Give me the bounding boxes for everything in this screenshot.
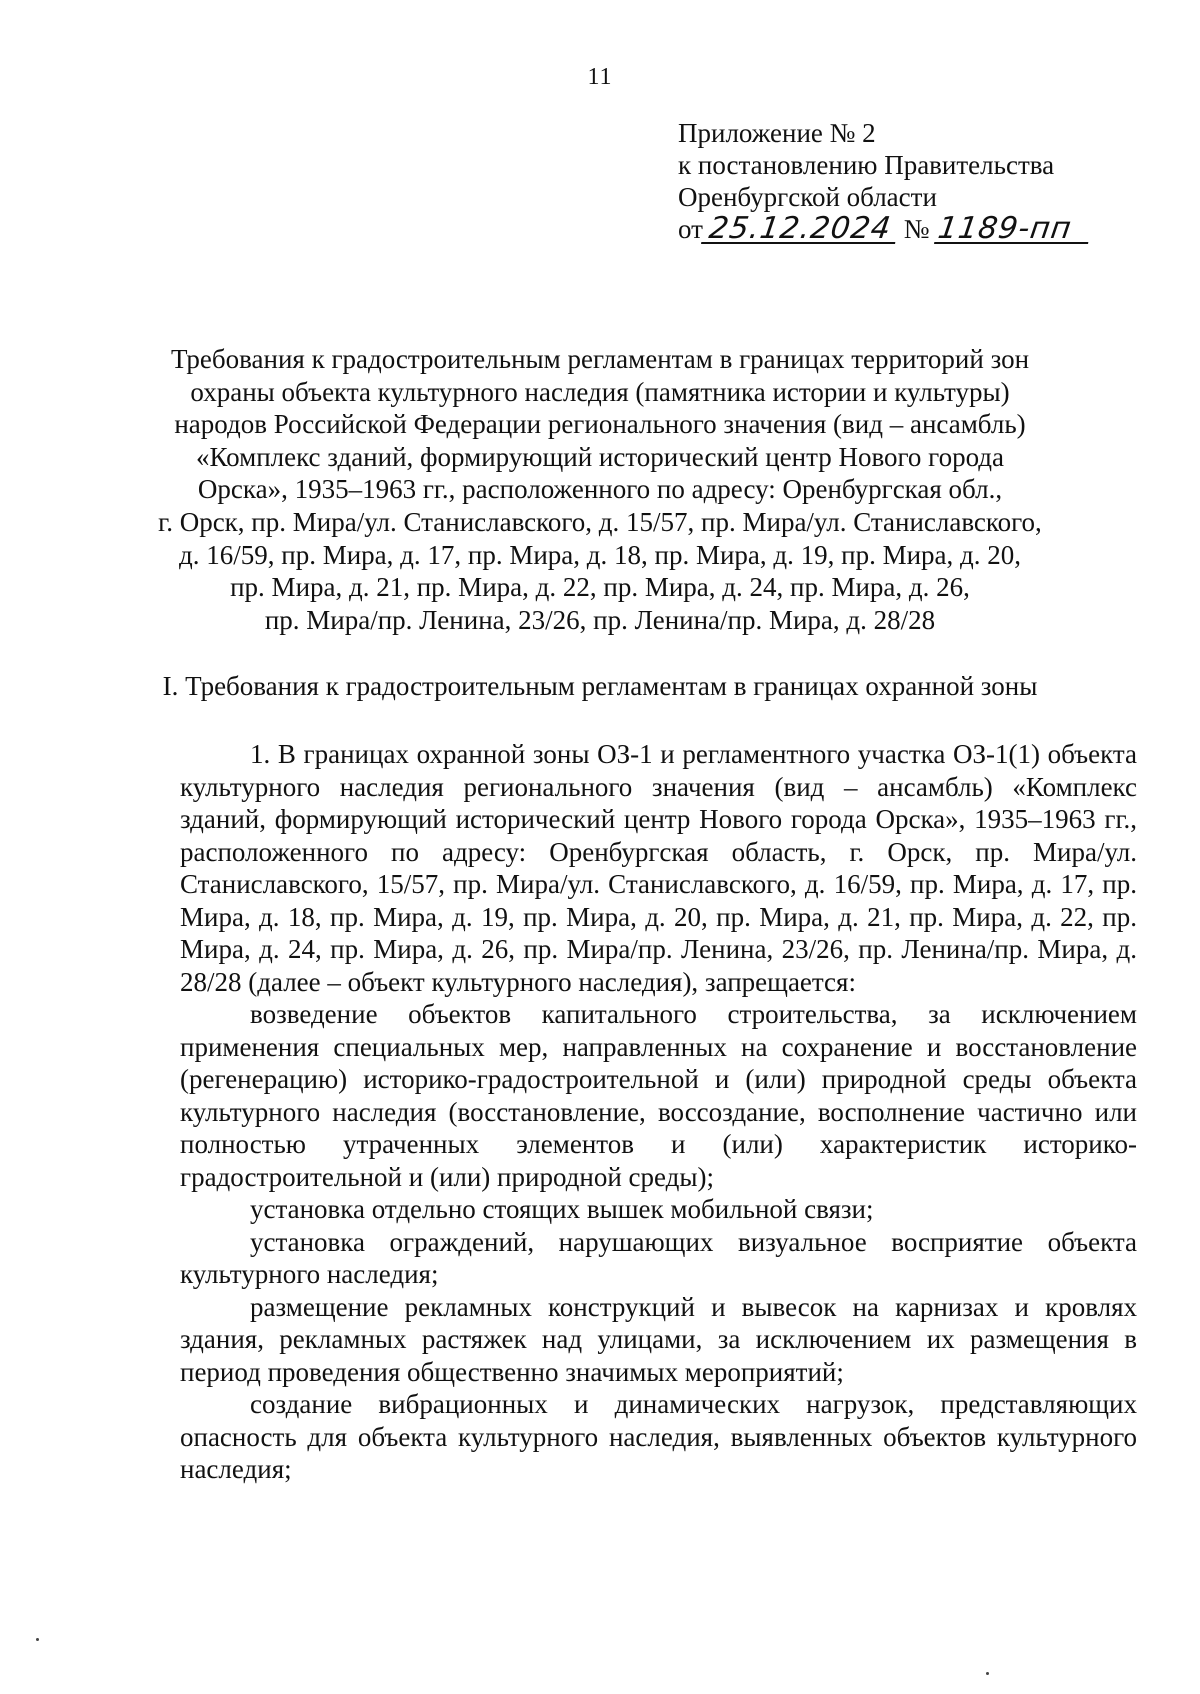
paragraph-item: установка отдельно стоящих вышек мобильной связи;	[250, 1194, 874, 1224]
scan-artifact	[986, 1672, 989, 1675]
number-prefix: №	[903, 214, 930, 244]
appendix-header	[678, 117, 1090, 245]
date-prefix: от	[678, 214, 703, 244]
paragraph-item: размещение рекламных конструкций и вывесок на карнизах и кровлях здания, рекламных растяжек над улицами, за исключением их размещения в период проведения общественно значимых мероприятий;	[180, 1291, 1137, 1387]
title-line: пр. Мира, д. 21, пр. Мира, д. 22, пр. Мира, д. 24, пр. Мира, д. 26,	[230, 572, 970, 603]
appendix-title: Приложение № 2	[678, 118, 876, 148]
handwritten-number: 1189-пп	[934, 216, 1092, 244]
appendix-date-number	[678, 213, 1090, 245]
appendix-region: Оренбургской области	[678, 182, 937, 212]
paragraph-main: 1. В границах охранной зоны ОЗ-1 и регламентного участка ОЗ-1(1) объекта культурного наследия регионального значения (вид – ансамбль) «Комплекс зданий, формирующий исторический центр Нового города Орска», 1935–1963 гг., расположенного по адресу: Оренбургская область, г. Орск, пр. Мира/ул. Станиславского, 15/57, пр. Мира/ул. Станиславского, д. 16/59, пр. Мира, д. 17, пр. Мира, д. 18, пр. Мира, д. 19, пр. Мира, д. 20, пр. Мира, д. 21, пр. Мира, д. 22, пр. Мира, д. 24, пр. Мира, д. 26, пр. Мира/пр. Ленина, 23/26, пр. Ленина/пр. Мира, д. 28/28 (далее – объект культурного наследия), запрещается:	[180, 739, 1137, 997]
scan-artifact	[36, 1638, 39, 1641]
title-line: охраны объекта культурного наследия (памятника истории и культуры)	[190, 376, 1010, 407]
paragraph-item: создание вибрационных и динамических нагрузок, представляющих опасность для объекта культурного наследия, выявленных объектов культурного наследия;	[180, 1389, 1137, 1484]
document-body	[180, 738, 1137, 1486]
title-line: Орска», 1935–1963 гг., расположенного по адресу: Оренбургская обл.,	[197, 474, 1003, 505]
title-line: «Комплекс зданий, формирующий исторический центр Нового города	[195, 441, 1005, 472]
appendix-reference: к постановлению Правительства	[678, 150, 1055, 180]
handwritten-date: 25.12.2024	[701, 216, 899, 244]
paragraph-item: возведение объектов капитального строительства, за исключением применения специальных мер, направленных на сохранение и восстановление (регенерацию) историко-градостроительной и (или) природной среды объекта культурного наследия (восстановление, воссоздание, восполнение частично или полностью утраченных элементов и (или) характеристик историко-градостроительной и (или) природной среды);	[180, 999, 1137, 1192]
title-line: г. Орск, пр. Мира/ул. Станиславского, д. 15/57, пр. Мира/ул. Станиславского,	[158, 506, 1042, 537]
section-heading: I. Требования к градостроительным регламентам в границах охранной зоны	[162, 671, 1038, 701]
title-line: народов Российской Федерации регионального значения (вид – ансамбль)	[174, 409, 1026, 440]
title-line: пр. Мира/пр. Ленина, 23/26, пр. Ленина/пр. Мира, д. 28/28	[264, 604, 936, 635]
paragraph-item: установка ограждений, нарушающих визуальное восприятие объекта культурного наследия;	[180, 1226, 1137, 1289]
title-line: Требования к градостроительным регламентам в границах территорий зон	[170, 344, 1030, 374]
title-line: д. 16/59, пр. Мира, д. 17, пр. Мира, д. 18, пр. Мира, д. 19, пр. Мира, д. 20,	[179, 539, 1021, 570]
document-title	[150, 343, 1050, 636]
page-number: 11	[587, 64, 613, 90]
